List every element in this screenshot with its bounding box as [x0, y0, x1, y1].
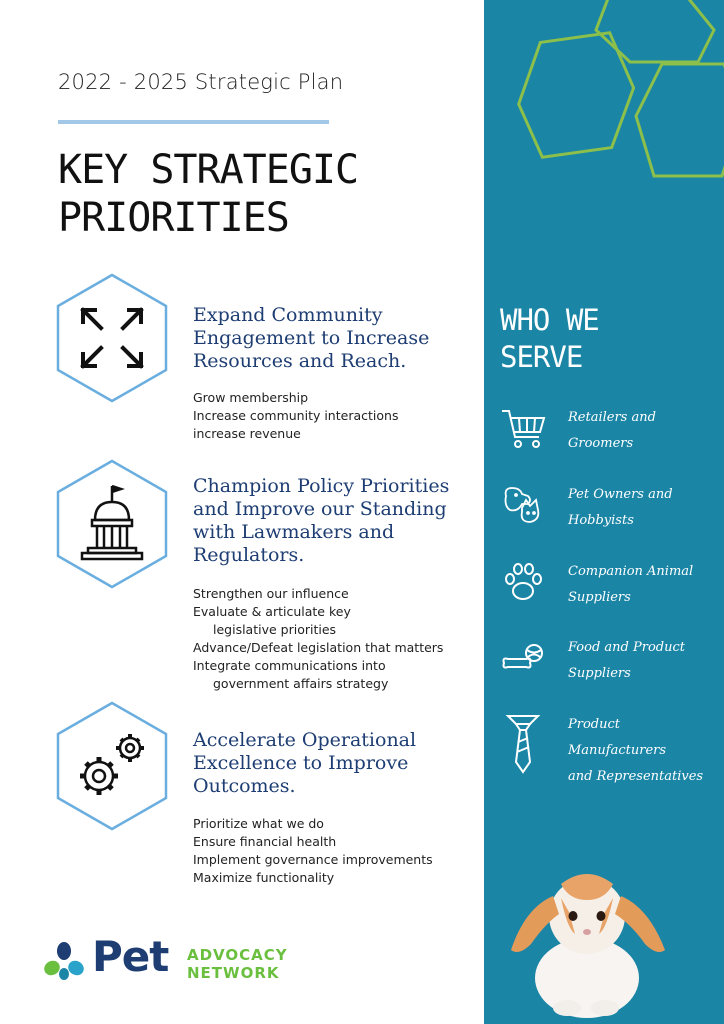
list-item: Prioritize what we do: [193, 816, 324, 831]
serve-label-line: Suppliers: [568, 590, 631, 605]
plan-title: 2022 - 2025 Strategic Plan: [58, 70, 344, 94]
who-we-serve-title-line-1: WHO WE: [500, 303, 599, 337]
priority-list-policy: [193, 585, 483, 693]
serve-label-line: Groomers: [568, 436, 634, 451]
serve-label: [568, 635, 718, 687]
priority-heading-operations: Accelerate Operational Excellence to Improve Outcomes.: [193, 729, 417, 797]
list-item: Strengthen our influence: [193, 586, 349, 601]
priority-list-engagement: [193, 389, 483, 443]
priority-heading-policy: Champion Policy Priorities and Improve our Standing with Lawmakers and Regulators.: [193, 475, 450, 566]
list-item: Ensure financial health: [193, 834, 337, 849]
list-item: legislative priorities: [213, 622, 337, 637]
bunny-image: [505, 858, 670, 1018]
title-divider: [58, 120, 329, 124]
serve-label-line: Companion Animal: [568, 564, 694, 579]
list-item: Advance/Defeat legislation that matters: [193, 640, 444, 655]
who-we-serve-title-line-2: SERVE: [500, 340, 583, 374]
serve-label-line: Food and Product: [568, 640, 685, 655]
serve-label-line: Pet Owners and: [568, 487, 673, 502]
hexagon-decoration: [484, 0, 724, 190]
logo-word-pet: Pet: [92, 932, 169, 981]
shopping-cart-icon: [500, 405, 546, 451]
priority-heading-engagement: Expand Community Engagement to Increase Resources and Reach.: [193, 304, 430, 372]
gears-icon: [55, 700, 169, 832]
page-title-line-2: PRIORITIES: [58, 195, 289, 241]
list-item: Increase community interactions: [193, 408, 399, 423]
serve-label-line: Suppliers: [568, 666, 631, 681]
list-item: Integrate communications into: [193, 658, 386, 673]
logo-word-network: NETWORK: [187, 964, 280, 982]
serve-label-line: Hobbyists: [568, 513, 634, 528]
serve-label-line: and Representatives: [568, 769, 704, 784]
page-title: [58, 146, 478, 242]
bone-ball-icon: [500, 635, 546, 681]
necktie-icon: [500, 712, 546, 774]
logo-mark-icon: [42, 940, 86, 984]
expand-arrows-icon: [55, 272, 169, 404]
list-item: Maximize functionality: [193, 870, 335, 885]
serve-label-line: Retailers and: [568, 410, 656, 425]
list-item: increase revenue: [193, 426, 301, 441]
serve-label-line: Manufacturers: [568, 743, 667, 758]
list-item: Grow membership: [193, 390, 309, 405]
dog-cat-icon: [500, 482, 546, 528]
serve-label-line: Product: [568, 717, 620, 732]
who-we-serve-title: [500, 302, 599, 376]
priority-list-operations: [193, 815, 483, 887]
list-item: Implement governance improvements: [193, 852, 433, 867]
serve-label: [568, 559, 718, 611]
page-title-line-1: KEY STRATEGIC: [58, 147, 359, 193]
list-item: government affairs strategy: [213, 676, 389, 691]
paw-print-icon: [500, 559, 546, 605]
serve-label: [568, 482, 718, 534]
capitol-building-icon: [55, 458, 169, 590]
serve-label: [568, 712, 718, 790]
logo-word-advocacy: ADVOCACY: [187, 946, 288, 964]
list-item: Evaluate & articulate key: [193, 604, 351, 619]
pet-advocacy-network-logo: [42, 932, 312, 988]
serve-label: [568, 405, 718, 457]
